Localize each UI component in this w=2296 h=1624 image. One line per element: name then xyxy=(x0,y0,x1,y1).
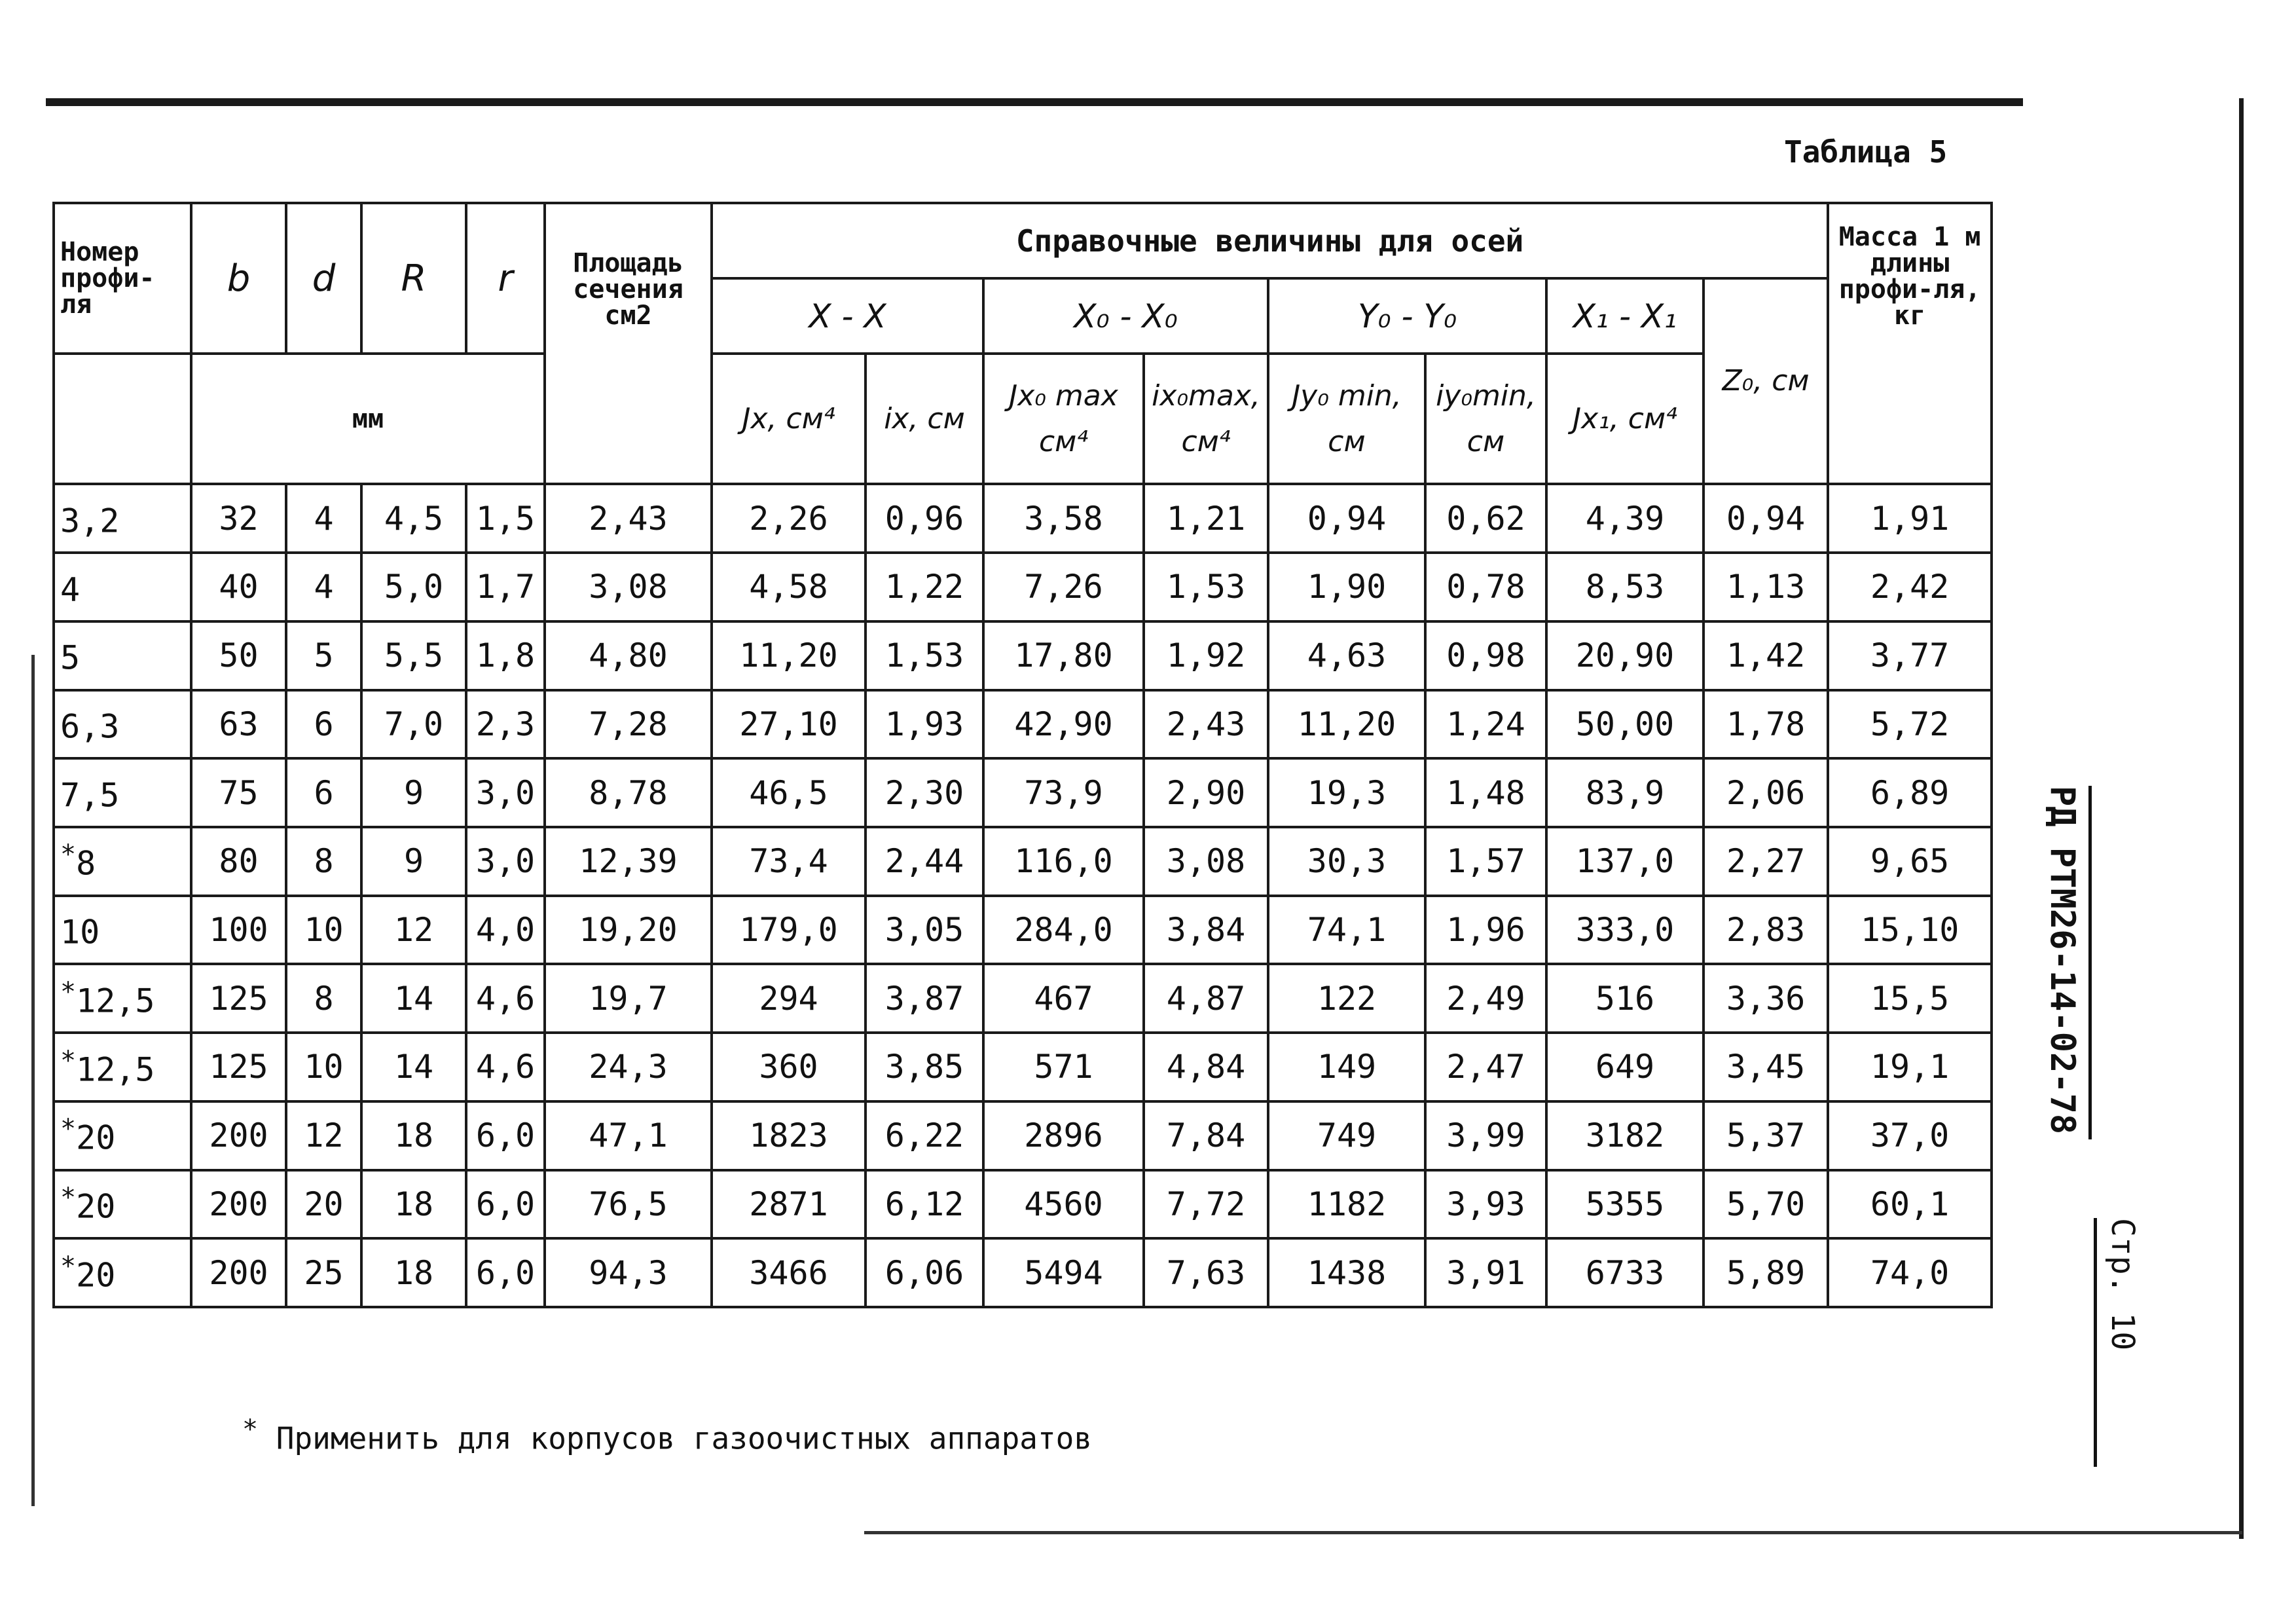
cell-z0: 1,78 xyxy=(1704,690,1828,759)
cell-ix0: 1,21 xyxy=(1144,484,1268,553)
cell-r: 1,8 xyxy=(466,621,545,690)
cell-z0: 1,42 xyxy=(1704,621,1828,690)
cell-R: 9 xyxy=(361,758,466,827)
cell-mass: 60,1 xyxy=(1828,1170,1992,1239)
cell-mass: 19,1 xyxy=(1828,1033,1992,1101)
cell-n xyxy=(54,621,191,690)
cell-jx1: 6733 xyxy=(1546,1238,1704,1307)
table-row xyxy=(54,1101,1992,1170)
cell-z0: 3,36 xyxy=(1704,964,1828,1033)
cell-jy0: 0,94 xyxy=(1268,484,1425,553)
cell-R: 4,5 xyxy=(361,484,466,553)
cell-iy0: 0,78 xyxy=(1425,553,1546,621)
cell-jy0: 4,63 xyxy=(1268,621,1425,690)
cell-d: 4 xyxy=(286,484,361,553)
cell-ix: 1,22 xyxy=(866,553,983,621)
cell-jx1: 4,39 xyxy=(1546,484,1704,553)
header-iy0min: iy₀min, см xyxy=(1425,354,1546,484)
cell-jx0: 2896 xyxy=(983,1101,1144,1170)
cell-b: 63 xyxy=(191,690,286,759)
cell-r: 1,5 xyxy=(466,484,545,553)
cell-z0: 0,94 xyxy=(1704,484,1828,553)
cell-r: 4,6 xyxy=(466,1033,545,1101)
cell-jx0: 116,0 xyxy=(983,827,1144,896)
cell-area: 76,5 xyxy=(545,1170,712,1239)
cell-d: 5 xyxy=(286,621,361,690)
cell-jx0: 73,9 xyxy=(983,758,1144,827)
cell-jx: 4,58 xyxy=(712,553,866,621)
cell-jy0: 1,90 xyxy=(1268,553,1425,621)
cell-b: 200 xyxy=(191,1170,286,1239)
cell-d: 4 xyxy=(286,553,361,621)
header-ix0max: ix₀max, см⁴ xyxy=(1144,354,1268,484)
cell-r: 6,0 xyxy=(466,1101,545,1170)
cell-jx1: 3182 xyxy=(1546,1101,1704,1170)
cell-mass: 74,0 xyxy=(1828,1238,1992,1307)
cell-jx: 2,26 xyxy=(712,484,866,553)
cell-R: 18 xyxy=(361,1101,466,1170)
cell-r: 1,7 xyxy=(466,553,545,621)
cell-jx0: 5494 xyxy=(983,1238,1144,1307)
header-axis-x0x0: X₀ - X₀ xyxy=(983,278,1268,354)
frame-top-rule xyxy=(46,98,2023,106)
header-R: R xyxy=(361,203,466,354)
cell-R: 14 xyxy=(361,1033,466,1101)
table-row xyxy=(54,690,1992,759)
cell-d: 25 xyxy=(286,1238,361,1307)
cell-iy0: 0,62 xyxy=(1425,484,1546,553)
cell-iy0: 0,98 xyxy=(1425,621,1546,690)
cell-r: 3,0 xyxy=(466,827,545,896)
cell-jx: 294 xyxy=(712,964,866,1033)
profile-number: 7,5 xyxy=(60,776,120,815)
cell-r: 6,0 xyxy=(466,1170,545,1239)
table-row xyxy=(54,964,1992,1033)
cell-ix: 2,44 xyxy=(866,827,983,896)
cell-mass: 15,10 xyxy=(1828,896,1992,965)
cell-ix: 1,53 xyxy=(866,621,983,690)
row-star-marker: * xyxy=(60,976,77,1007)
cell-R: 18 xyxy=(361,1170,466,1239)
header-jx1: Jx₁, см⁴ xyxy=(1546,354,1704,484)
cell-z0: 1,13 xyxy=(1704,553,1828,621)
cell-ix: 6,06 xyxy=(866,1238,983,1307)
cell-jx0: 467 xyxy=(983,964,1144,1033)
cell-jx1: 516 xyxy=(1546,964,1704,1033)
cell-d: 6 xyxy=(286,690,361,759)
header-axis-xx: X - X xyxy=(712,278,983,354)
cell-iy0: 1,48 xyxy=(1425,758,1546,827)
table-row xyxy=(54,1238,1992,1307)
row-star-marker: * xyxy=(60,840,77,870)
cell-ix0: 1,53 xyxy=(1144,553,1268,621)
cell-n xyxy=(54,484,191,553)
profile-number: 12,5 xyxy=(76,982,155,1020)
cell-area: 19,20 xyxy=(545,896,712,965)
cell-ix0: 3,84 xyxy=(1144,896,1268,965)
table-row xyxy=(54,1170,1992,1239)
cell-jx: 27,10 xyxy=(712,690,866,759)
cell-jx: 46,5 xyxy=(712,758,866,827)
cell-mass: 5,72 xyxy=(1828,690,1992,759)
cell-jx1: 137,0 xyxy=(1546,827,1704,896)
cell-jy0: 11,20 xyxy=(1268,690,1425,759)
side-document-code: РД РТМ26-14-02-78 xyxy=(2043,786,2082,1135)
frame-left-rule xyxy=(31,655,35,1506)
cell-d: 8 xyxy=(286,964,361,1033)
cell-jx: 3466 xyxy=(712,1238,866,1307)
header-area: Площадь сечения см2 xyxy=(545,203,712,484)
cell-ix0: 4,87 xyxy=(1144,964,1268,1033)
table-row xyxy=(54,827,1992,896)
cell-iy0: 2,49 xyxy=(1425,964,1546,1033)
cell-area: 8,78 xyxy=(545,758,712,827)
cell-b: 125 xyxy=(191,1033,286,1101)
cell-n xyxy=(54,553,191,621)
cell-jx1: 649 xyxy=(1546,1033,1704,1101)
cell-jy0: 19,3 xyxy=(1268,758,1425,827)
cell-ix: 3,05 xyxy=(866,896,983,965)
cell-jy0: 1182 xyxy=(1268,1170,1425,1239)
cell-iy0: 1,96 xyxy=(1425,896,1546,965)
row-star-marker: * xyxy=(60,1251,77,1282)
profile-number: 20 xyxy=(76,1256,116,1295)
cell-r: 3,0 xyxy=(466,758,545,827)
cell-area: 7,28 xyxy=(545,690,712,759)
profile-number: 12,5 xyxy=(76,1050,155,1089)
cell-jx: 1823 xyxy=(712,1101,866,1170)
table-row xyxy=(54,1033,1992,1101)
cell-iy0: 3,91 xyxy=(1425,1238,1546,1307)
cell-ix0: 2,90 xyxy=(1144,758,1268,827)
table-row xyxy=(54,553,1992,621)
profile-number: 5 xyxy=(60,638,81,677)
table-row xyxy=(54,621,1992,690)
cell-n xyxy=(54,1170,191,1239)
cell-z0: 3,45 xyxy=(1704,1033,1828,1101)
cell-R: 7,0 xyxy=(361,690,466,759)
header-jy0min: Jy₀ min, см xyxy=(1268,354,1425,484)
profile-number: 8 xyxy=(76,845,96,883)
cell-jy0: 149 xyxy=(1268,1033,1425,1101)
cell-ix0: 7,72 xyxy=(1144,1170,1268,1239)
header-reference: Справочные величины для осей xyxy=(712,203,1828,278)
cell-R: 5,5 xyxy=(361,621,466,690)
row-star-marker: * xyxy=(60,1114,77,1145)
profile-number: 6,3 xyxy=(60,707,120,746)
cell-ix0: 7,84 xyxy=(1144,1101,1268,1170)
header-mass: Масса 1 м длины профи-ля, кг xyxy=(1828,203,1992,484)
cell-b: 100 xyxy=(191,896,286,965)
cell-jx0: 42,90 xyxy=(983,690,1144,759)
side-page-rule xyxy=(2094,1218,2097,1467)
cell-jx0: 3,58 xyxy=(983,484,1144,553)
angle-profile-table xyxy=(52,202,1993,1308)
cell-b: 80 xyxy=(191,827,286,896)
cell-d: 10 xyxy=(286,896,361,965)
cell-b: 200 xyxy=(191,1238,286,1307)
cell-R: 18 xyxy=(361,1238,466,1307)
cell-z0: 2,27 xyxy=(1704,827,1828,896)
cell-jy0: 1438 xyxy=(1268,1238,1425,1307)
cell-b: 32 xyxy=(191,484,286,553)
cell-z0: 5,37 xyxy=(1704,1101,1828,1170)
cell-r: 6,0 xyxy=(466,1238,545,1307)
frame-right-rule xyxy=(2239,98,2244,1539)
cell-r: 2,3 xyxy=(466,690,545,759)
cell-n xyxy=(54,896,191,965)
header-jx: Jx, см⁴ xyxy=(712,354,866,484)
cell-ix0: 1,92 xyxy=(1144,621,1268,690)
cell-R: 9 xyxy=(361,827,466,896)
cell-b: 125 xyxy=(191,964,286,1033)
cell-ix0: 2,43 xyxy=(1144,690,1268,759)
cell-R: 12 xyxy=(361,896,466,965)
header-jx0max: Jx₀ max см⁴ xyxy=(983,354,1144,484)
cell-ix: 3,87 xyxy=(866,964,983,1033)
cell-iy0: 1,24 xyxy=(1425,690,1546,759)
cell-iy0: 2,47 xyxy=(1425,1033,1546,1101)
cell-jy0: 122 xyxy=(1268,964,1425,1033)
cell-b: 50 xyxy=(191,621,286,690)
cell-jx0: 571 xyxy=(983,1033,1144,1101)
cell-ix0: 3,08 xyxy=(1144,827,1268,896)
cell-ix0: 4,84 xyxy=(1144,1033,1268,1101)
cell-d: 12 xyxy=(286,1101,361,1170)
cell-z0: 2,83 xyxy=(1704,896,1828,965)
cell-jx1: 20,90 xyxy=(1546,621,1704,690)
cell-jx: 11,20 xyxy=(712,621,866,690)
cell-jx0: 4560 xyxy=(983,1170,1144,1239)
cell-z0: 2,06 xyxy=(1704,758,1828,827)
header-units-mm: мм xyxy=(191,354,545,484)
cell-jx: 73,4 xyxy=(712,827,866,896)
side-page-number: Стр. 10 xyxy=(2104,1218,2141,1351)
cell-b: 200 xyxy=(191,1101,286,1170)
cell-jx: 2871 xyxy=(712,1170,866,1239)
cell-n xyxy=(54,1101,191,1170)
header-r: r xyxy=(466,203,545,354)
cell-b: 40 xyxy=(191,553,286,621)
table-row xyxy=(54,484,1992,553)
cell-n xyxy=(54,827,191,896)
table-row xyxy=(54,758,1992,827)
row-star-marker: * xyxy=(60,1183,77,1213)
cell-iy0: 1,57 xyxy=(1425,827,1546,896)
cell-jx0: 7,26 xyxy=(983,553,1144,621)
frame-bottom-rule xyxy=(864,1531,2242,1534)
profile-number: 10 xyxy=(60,913,100,951)
cell-ix0: 7,63 xyxy=(1144,1238,1268,1307)
cell-jx1: 333,0 xyxy=(1546,896,1704,965)
cell-d: 8 xyxy=(286,827,361,896)
table-title: Таблица 5 xyxy=(1784,134,1948,170)
cell-jy0: 749 xyxy=(1268,1101,1425,1170)
cell-jx1: 5355 xyxy=(1546,1170,1704,1239)
cell-ix: 3,85 xyxy=(866,1033,983,1101)
header-axis-x1x1: X₁ - X₁ xyxy=(1546,278,1704,354)
cell-ix: 1,93 xyxy=(866,690,983,759)
cell-mass: 37,0 xyxy=(1828,1101,1992,1170)
cell-mass: 6,89 xyxy=(1828,758,1992,827)
header-profile-number: Номер профи-ля xyxy=(54,203,191,354)
cell-jx0: 284,0 xyxy=(983,896,1144,965)
cell-z0: 5,89 xyxy=(1704,1238,1828,1307)
cell-n xyxy=(54,1033,191,1101)
cell-ix: 6,12 xyxy=(866,1170,983,1239)
cell-r: 4,0 xyxy=(466,896,545,965)
cell-ix: 6,22 xyxy=(866,1101,983,1170)
cell-jx1: 50,00 xyxy=(1546,690,1704,759)
cell-area: 3,08 xyxy=(545,553,712,621)
cell-area: 2,43 xyxy=(545,484,712,553)
cell-n xyxy=(54,758,191,827)
cell-ix: 0,96 xyxy=(866,484,983,553)
cell-mass: 3,77 xyxy=(1828,621,1992,690)
cell-iy0: 3,93 xyxy=(1425,1170,1546,1239)
table-row xyxy=(54,896,1992,965)
cell-R: 14 xyxy=(361,964,466,1033)
cell-n xyxy=(54,1238,191,1307)
cell-jx0: 17,80 xyxy=(983,621,1144,690)
cell-mass: 2,42 xyxy=(1828,553,1992,621)
header-d: d xyxy=(286,203,361,354)
header-ix: ix, см xyxy=(866,354,983,484)
header-z0: Z₀, см xyxy=(1704,278,1828,484)
cell-jx: 360 xyxy=(712,1033,866,1101)
profile-number: 20 xyxy=(76,1119,116,1157)
profile-number: 3,2 xyxy=(60,502,120,540)
cell-area: 12,39 xyxy=(545,827,712,896)
cell-jy0: 30,3 xyxy=(1268,827,1425,896)
header-b: b xyxy=(191,203,286,354)
cell-mass: 9,65 xyxy=(1828,827,1992,896)
cell-d: 20 xyxy=(286,1170,361,1239)
cell-r: 4,6 xyxy=(466,964,545,1033)
cell-area: 94,3 xyxy=(545,1238,712,1307)
cell-area: 4,80 xyxy=(545,621,712,690)
cell-jy0: 74,1 xyxy=(1268,896,1425,965)
header-axis-y0y0: Y₀ - Y₀ xyxy=(1268,278,1546,354)
cell-jx1: 8,53 xyxy=(1546,553,1704,621)
cell-n xyxy=(54,964,191,1033)
cell-z0: 5,70 xyxy=(1704,1170,1828,1239)
profile-number: 4 xyxy=(60,570,81,609)
cell-ix: 2,30 xyxy=(866,758,983,827)
cell-R: 5,0 xyxy=(361,553,466,621)
footnote: * Применить для корпусов газоочистных аппаратов xyxy=(242,1414,1093,1456)
cell-iy0: 3,99 xyxy=(1425,1101,1546,1170)
cell-n xyxy=(54,690,191,759)
cell-jx1: 83,9 xyxy=(1546,758,1704,827)
cell-mass: 15,5 xyxy=(1828,964,1992,1033)
side-code-rule xyxy=(2088,786,2092,1139)
cell-jx: 179,0 xyxy=(712,896,866,965)
cell-area: 19,7 xyxy=(545,964,712,1033)
cell-area: 47,1 xyxy=(545,1101,712,1170)
row-star-marker: * xyxy=(60,1045,77,1076)
cell-d: 10 xyxy=(286,1033,361,1101)
cell-area: 24,3 xyxy=(545,1033,712,1101)
footnote-text: Применить для корпусов газоочистных аппаратов xyxy=(276,1420,1093,1456)
cell-b: 75 xyxy=(191,758,286,827)
profile-number: 20 xyxy=(76,1187,116,1226)
cell-mass: 1,91 xyxy=(1828,484,1992,553)
cell-d: 6 xyxy=(286,758,361,827)
